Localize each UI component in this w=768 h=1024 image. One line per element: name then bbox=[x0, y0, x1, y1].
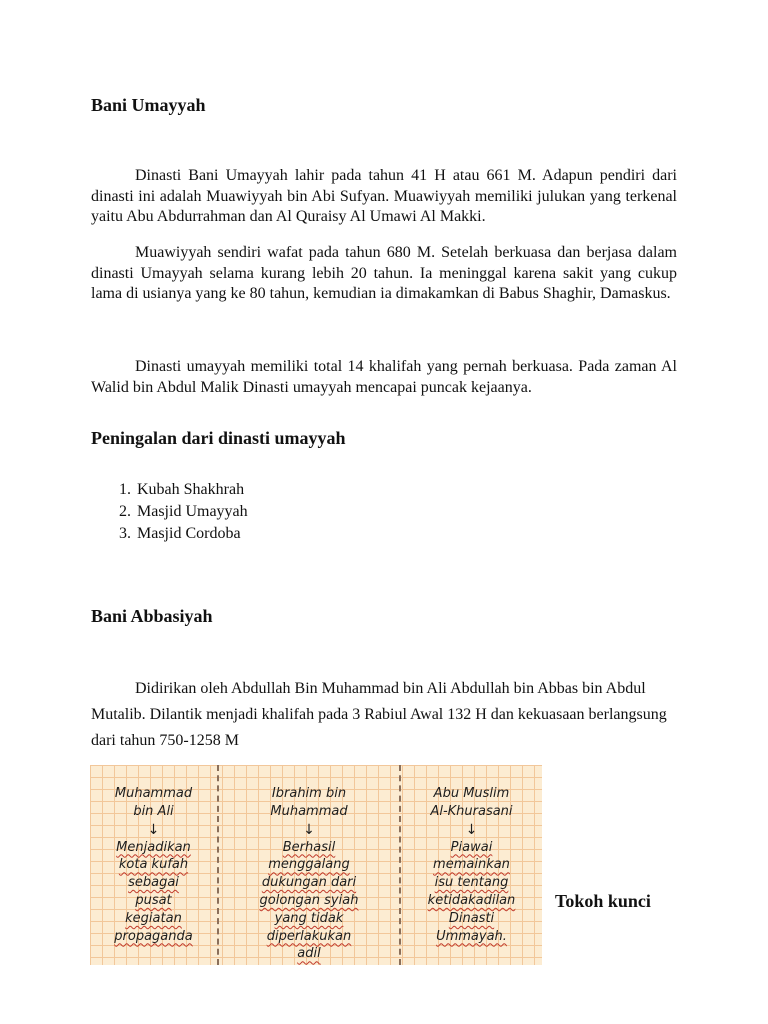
figure-description: Piawai memainkan isu tentang ketidakadilan Dinasti Ummayah. bbox=[427, 839, 516, 944]
list-item: 3. Masjid Cordoba bbox=[135, 523, 248, 545]
umayyah-paragraph-1: Dinasti Bani Umayyah lahir pada tahun 41 H atau 661 M. Adapun pendiri dari dinasti ini adalah Muawiyyah bin Abi Sufyan. Muawiyyah memiliki julukan yang terkenal yaitu Abu Abdurrahman dan Al Quraisy Al Umawi Al Makki. bbox=[91, 167, 677, 225]
heading-bani-abbasiyah: Bani Abbasiyah bbox=[91, 606, 213, 626]
list-item: 1. Kubah Shakhrah bbox=[135, 479, 248, 501]
abbasiyah-paragraph-1: Didirikan oleh Abdullah Bin Muhammad bin Ali Abdullah bin Abbas bin Abdul Mutalib. Dilantik menjadi khalifah pada 3 Rabiul Awal 132 H dan kekuasaan berlangsung dari tahun 750-1258 M bbox=[91, 680, 667, 749]
caption-tokoh-kunci: Tokoh kunci bbox=[555, 891, 651, 911]
down-arrow-icon: ↓ bbox=[465, 821, 478, 838]
umayyah-paragraph-2: Muawiyyah sendiri wafat pada tahun 680 M. Setelah berkuasa dan berjasa dalam dinasti Umayyah selama kurang lebih 20 tahun. Ia meninggal karena sakit yang cukup lama di usianya yang ke 80 tahun, kemudian ia dimakamkan di Babus Shaghir, Damaskus. bbox=[91, 244, 677, 302]
peninggalan-list bbox=[113, 479, 248, 545]
heading-bani-umayyah: Bani Umayyah bbox=[91, 95, 206, 115]
figure-name: Ibrahim bin Muhammad bbox=[270, 786, 348, 819]
notebook-column-3 bbox=[401, 785, 542, 945]
figure-description: Berhasil menggalang dukungan dari golongan syiah yang tidak diperlakukan adil bbox=[259, 839, 359, 962]
notebook-column-2 bbox=[219, 785, 399, 963]
umayyah-paragraph-3: Dinasti umayyah memiliki total 14 khalifah yang pernah berkuasa. Pada zaman Al Walid bin Abdul Malik Dinasti umayyah mencapai puncak kejaanya. bbox=[91, 358, 677, 396]
notebook-column-1 bbox=[90, 785, 217, 945]
down-arrow-icon: ↓ bbox=[147, 821, 160, 838]
notebook-image bbox=[90, 765, 542, 965]
figure-name: Muhammad bin Ali bbox=[114, 786, 193, 819]
list-item: 2. Masjid Umayyah bbox=[135, 501, 248, 523]
heading-peninggalan: Peningalan dari dinasti umayyah bbox=[91, 428, 346, 448]
figure-name: Abu Muslim Al-Khurasani bbox=[430, 786, 513, 819]
figure-description: Menjadikan kota kufah sebagai pusat kegiatan propaganda bbox=[114, 839, 193, 944]
down-arrow-icon: ↓ bbox=[303, 821, 315, 838]
